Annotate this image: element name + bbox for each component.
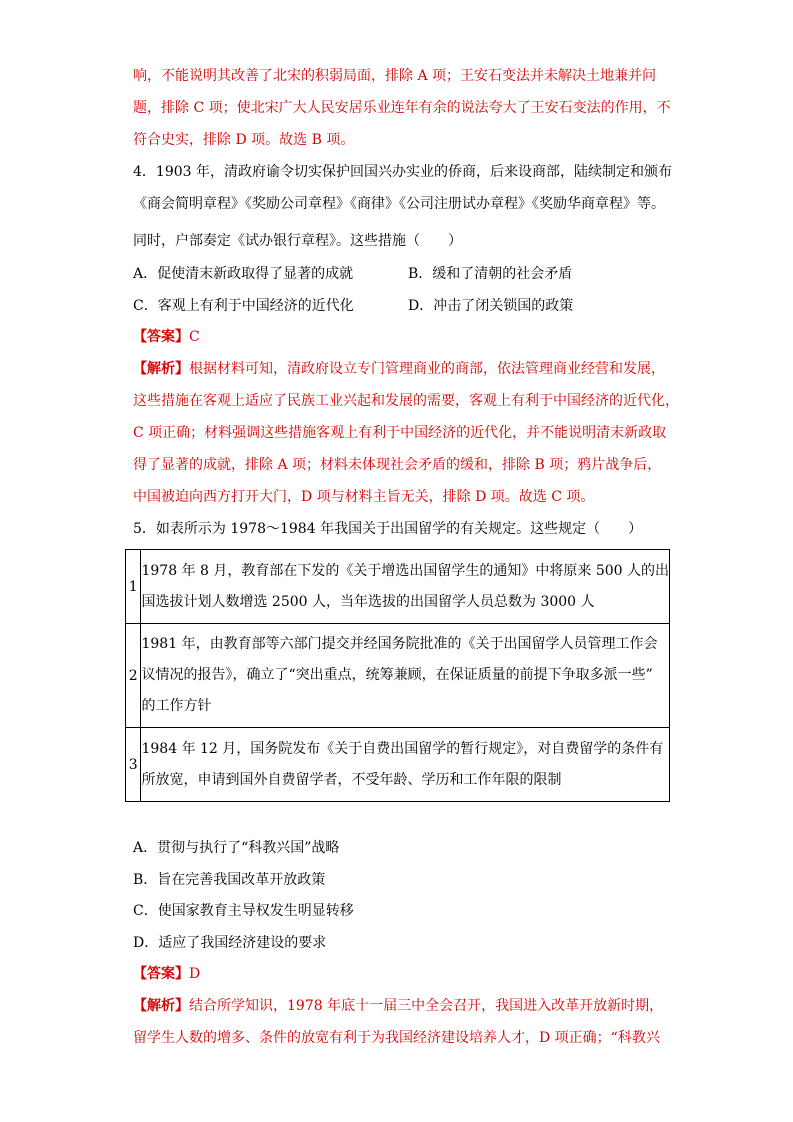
q4-explanation-line: C 项正确；材料强调这些措施客观上有利于中国经济的近代化，并不能说明清末新政取 (133, 425, 667, 441)
q5-option-d: D．适应了我国经济建设的要求 (133, 935, 327, 951)
table-cell-line: 1978 年 8 月，教育部在下发的《关于增选出国留学生的通知》中将原来 500 人的出 (141, 562, 669, 579)
prev-explanation-line: 符合史实，排除 D 项。故选 B 项。 (133, 132, 355, 148)
table-row-number: 2 (126, 624, 141, 728)
table-row-text (141, 550, 670, 624)
q4-explanation-line: 这些措施在客观上适应了民族工业兴起和发展的需要，客观上有利于中国经济的近代化， (133, 393, 679, 409)
q4-explanation-line (133, 359, 665, 379)
table-cell-line: 1984 年 12 月，国务院发布《关于自费出国留学的暂行规定》，对自费留学的条件有 (141, 740, 664, 757)
q4-option-d: D．冲击了闭关锁国的政策 (408, 298, 574, 314)
table-row-number: 1 (126, 550, 141, 624)
table-cell-line: 的工作方针 (141, 698, 212, 714)
q4-stem-line: 同时，户部奏定《试办银行章程》。这些措施（ ） (133, 233, 462, 249)
table-row-number: 3 (126, 728, 141, 802)
q4-option-b: B．缓和了清朝的社会矛盾 (408, 266, 573, 282)
q5-explanation-first: 结合所学知识，1978 年底十一届三中全会召开，我国进入改革开放新时期， (189, 998, 664, 1014)
q4-stem-line: 《商会简明章程》《奖励公司章程》《商律》《公司注册试办章程》《奖励华商章程》等。 (133, 196, 665, 212)
table-cell-line: 议情况的报告》，确立了“突出重点，统筹兼顾，在保证质量的前提下争取多派一些” (141, 667, 653, 683)
q4-answer-label: 【答案】 (133, 329, 189, 345)
q4-answer (133, 327, 200, 347)
prev-explanation-line: 响，不能说明其改善了北宋的积弱局面，排除 A 项；王安石变法并未解决土地兼并问 (133, 68, 657, 84)
q5-stem: 5．如表所示为 1978～1984 年我国关于出国留学的有关规定。这些规定（ ） (133, 521, 643, 537)
table-row (126, 550, 670, 624)
q4-explanation-line: 中国被迫向西方打开大门，D 项与材料主旨无关，排除 D 项。故选 C 项。 (133, 489, 595, 505)
q5-answer-value: D (189, 966, 201, 982)
q5-answer (133, 964, 200, 984)
table-row (126, 728, 670, 802)
table-cell-line: 所放宽，申请到国外自费留学者，不受年龄、学历和工作年限的限制 (141, 771, 562, 788)
q4-stem-line: 4．1903 年，清政府谕令切实保护回国兴办实业的侨商，后来设商部，陆续制定和颁布 (133, 164, 672, 180)
q5-option-a: A．贯彻与执行了“科教兴国”战略 (133, 840, 340, 856)
table-row-text (141, 728, 670, 802)
table-row-text (141, 624, 670, 728)
q4-explanation-line: 得了显著的成就，排除 A 项；材料未体现社会矛盾的缓和，排除 B 项；鸦片战争后， (133, 457, 662, 473)
q4-answer-value: C (189, 329, 200, 345)
prev-explanation-line: 题，排除 C 项；使北宋广大人民安居乐业连年有余的说法夸大了王安石变法的作用，不 (133, 100, 671, 116)
table-cell-line: 国选拔计划人数增选 2500 人，当年选拔的出国留学人员总数为 3000 人 (141, 593, 595, 610)
q5-explanation-line (133, 996, 663, 1016)
q5-table (125, 549, 670, 802)
q5-answer-label: 【答案】 (133, 966, 189, 982)
table-row (126, 624, 670, 728)
q5-option-b: B．旨在完善我国改革开放政策 (133, 872, 326, 888)
q5-explanation-line: 留学生人数的增多、条件的放宽有利于为我国经济建设培养人才，D 项正确；“科教兴 (133, 1030, 660, 1046)
q4-explanation-first: 根据材料可知，清政府设立专门管理商业的商部，依法管理商业经营和发展， (189, 361, 665, 377)
q4-explanation-label: 【解析】 (133, 361, 189, 377)
q5-explanation-label: 【解析】 (133, 998, 189, 1014)
q4-option-a: A．促使清末新政取得了显著的成就 (133, 266, 354, 282)
q4-option-c: C．客观上有利于中国经济的近代化 (133, 298, 354, 314)
q5-option-c: C．使国家教育主导权发生明显转移 (133, 903, 354, 919)
table-cell-line: 1981 年，由教育部等六部门提交并经国务院批准的《关于出国留学人员管理工作会 (141, 636, 658, 652)
